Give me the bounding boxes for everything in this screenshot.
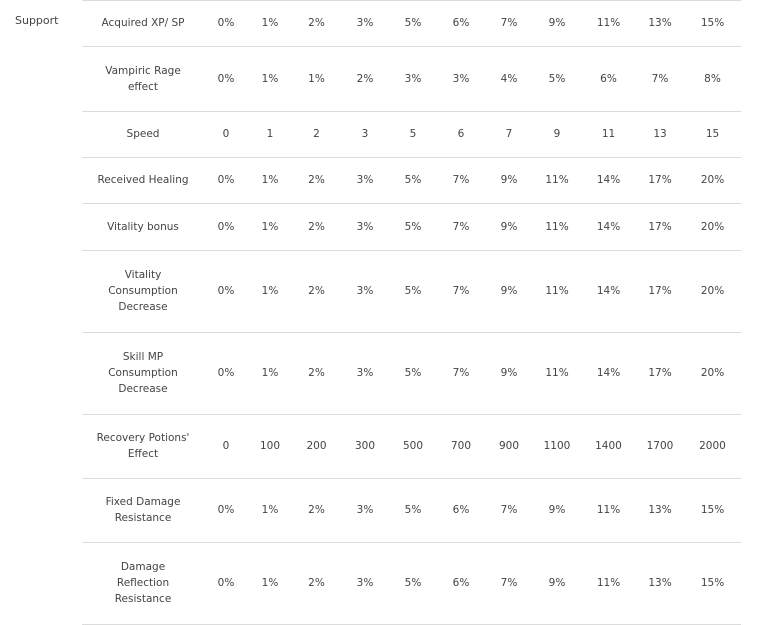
value-cell: 3% <box>341 157 389 203</box>
value-cell: 1% <box>248 1 292 46</box>
value-cell: 3% <box>437 46 485 111</box>
value-cell: 1% <box>248 157 292 203</box>
value-cell: 0% <box>204 157 248 203</box>
value-cell: 0% <box>204 203 248 250</box>
value-cell: 1% <box>248 332 292 414</box>
value-cell: 7% <box>636 46 684 111</box>
value-cell: 100 <box>248 414 292 478</box>
value-cell: 2000 <box>684 414 741 478</box>
row-label: Speed <box>82 111 204 157</box>
value-cell: 11 <box>581 111 636 157</box>
value-cell: 1400 <box>581 414 636 478</box>
value-cell: 9% <box>533 478 581 542</box>
value-cell: 11% <box>533 332 581 414</box>
value-cell: 900 <box>485 414 533 478</box>
value-cell: 14% <box>581 250 636 332</box>
value-cell: 8% <box>684 46 741 111</box>
value-cell: 13% <box>636 1 684 46</box>
value-cell: 11% <box>533 250 581 332</box>
value-cell: 0 <box>204 414 248 478</box>
value-cell: 1100 <box>533 414 581 478</box>
value-cell: 7% <box>437 250 485 332</box>
table-row <box>82 46 741 111</box>
value-cell: 2% <box>292 250 341 332</box>
value-cell: 3% <box>341 1 389 46</box>
value-cell: 20% <box>684 203 741 250</box>
category-label: Support <box>15 14 59 27</box>
value-cell: 1% <box>292 46 341 111</box>
value-cell: 0% <box>204 332 248 414</box>
value-cell: 5% <box>389 542 437 624</box>
value-cell: 2% <box>292 542 341 624</box>
value-cell: 2% <box>341 46 389 111</box>
value-cell: 7% <box>485 542 533 624</box>
value-cell: 14% <box>581 157 636 203</box>
table-row <box>82 478 741 542</box>
value-cell: 0% <box>204 46 248 111</box>
value-cell: 7% <box>485 478 533 542</box>
value-cell: 2% <box>292 1 341 46</box>
value-cell: 11% <box>581 478 636 542</box>
value-cell: 17% <box>636 332 684 414</box>
value-cell: 17% <box>636 250 684 332</box>
value-cell: 5% <box>389 250 437 332</box>
value-cell: 3% <box>341 542 389 624</box>
value-cell: 5 <box>389 111 437 157</box>
value-cell: 11% <box>533 203 581 250</box>
value-cell: 1700 <box>636 414 684 478</box>
table-row <box>82 250 741 332</box>
value-cell: 9% <box>485 250 533 332</box>
value-cell: 3% <box>341 478 389 542</box>
value-cell: 13% <box>636 478 684 542</box>
value-cell: 15% <box>684 542 741 624</box>
row-label: Fixed Damage Resistance <box>82 478 204 542</box>
value-cell: 1% <box>248 250 292 332</box>
value-cell: 6% <box>437 542 485 624</box>
row-label: Skill MP Consumption Decrease <box>82 332 204 414</box>
value-cell: 7% <box>437 332 485 414</box>
value-cell: 9% <box>533 542 581 624</box>
row-label: Recovery Potions' Effect <box>82 414 204 478</box>
value-cell: 6% <box>581 46 636 111</box>
stats-table-body <box>82 1 741 624</box>
value-cell: 7% <box>437 203 485 250</box>
value-cell: 17% <box>636 157 684 203</box>
table-row <box>82 1 741 46</box>
table-row <box>82 111 741 157</box>
value-cell: 7% <box>485 1 533 46</box>
table-row <box>82 203 741 250</box>
value-cell: 20% <box>684 332 741 414</box>
table-row <box>82 332 741 414</box>
value-cell: 14% <box>581 332 636 414</box>
value-cell: 3% <box>341 203 389 250</box>
value-cell: 2 <box>292 111 341 157</box>
value-cell: 11% <box>581 542 636 624</box>
table-row <box>82 414 741 478</box>
stats-table <box>82 1 741 625</box>
value-cell: 2% <box>292 203 341 250</box>
value-cell: 5% <box>389 157 437 203</box>
value-cell: 13 <box>636 111 684 157</box>
value-cell: 15 <box>684 111 741 157</box>
table-row <box>82 542 741 624</box>
value-cell: 5% <box>389 478 437 542</box>
value-cell: 5% <box>389 332 437 414</box>
value-cell: 500 <box>389 414 437 478</box>
value-cell: 700 <box>437 414 485 478</box>
value-cell: 11% <box>533 157 581 203</box>
value-cell: 4% <box>485 46 533 111</box>
value-cell: 9% <box>485 157 533 203</box>
value-cell: 5% <box>389 1 437 46</box>
value-cell: 14% <box>581 203 636 250</box>
value-cell: 6% <box>437 1 485 46</box>
value-cell: 13% <box>636 542 684 624</box>
value-cell: 7% <box>437 157 485 203</box>
row-label: Vitality bonus <box>82 203 204 250</box>
value-cell: 0% <box>204 478 248 542</box>
value-cell: 200 <box>292 414 341 478</box>
value-cell: 9% <box>485 332 533 414</box>
value-cell: 0% <box>204 1 248 46</box>
value-cell: 9% <box>533 1 581 46</box>
value-cell: 15% <box>684 1 741 46</box>
value-cell: 300 <box>341 414 389 478</box>
value-cell: 2% <box>292 157 341 203</box>
value-cell: 5% <box>533 46 581 111</box>
row-label: Acquired XP/ SP <box>82 1 204 46</box>
value-cell: 0% <box>204 250 248 332</box>
row-label: Damage Reflection Resistance <box>82 542 204 624</box>
value-cell: 6 <box>437 111 485 157</box>
table-row <box>82 157 741 203</box>
value-cell: 2% <box>292 332 341 414</box>
value-cell: 0% <box>204 542 248 624</box>
row-label: Received Healing <box>82 157 204 203</box>
value-cell: 7 <box>485 111 533 157</box>
value-cell: 9 <box>533 111 581 157</box>
value-cell: 20% <box>684 250 741 332</box>
value-cell: 1% <box>248 46 292 111</box>
value-cell: 1 <box>248 111 292 157</box>
value-cell: 3 <box>341 111 389 157</box>
value-cell: 11% <box>581 1 636 46</box>
value-cell: 9% <box>485 203 533 250</box>
value-cell: 3% <box>341 250 389 332</box>
value-cell: 1% <box>248 542 292 624</box>
value-cell: 15% <box>684 478 741 542</box>
value-cell: 1% <box>248 478 292 542</box>
value-cell: 3% <box>389 46 437 111</box>
value-cell: 17% <box>636 203 684 250</box>
value-cell: 6% <box>437 478 485 542</box>
value-cell: 0 <box>204 111 248 157</box>
value-cell: 2% <box>292 478 341 542</box>
row-label: Vampiric Rage effect <box>82 46 204 111</box>
value-cell: 3% <box>341 332 389 414</box>
value-cell: 20% <box>684 157 741 203</box>
value-cell: 1% <box>248 203 292 250</box>
value-cell: 5% <box>389 203 437 250</box>
row-label: Vitality Consumption Decrease <box>82 250 204 332</box>
